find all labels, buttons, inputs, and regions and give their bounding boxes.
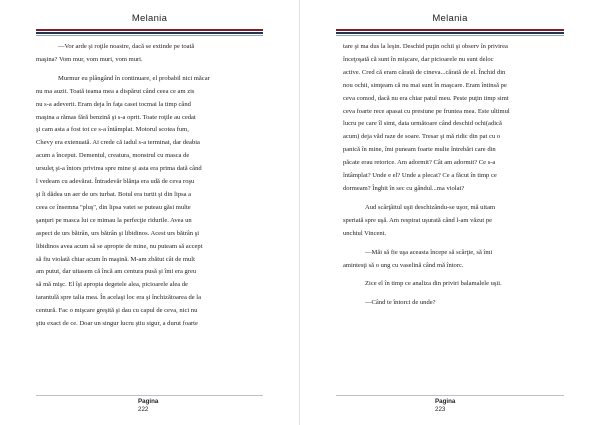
text-line: aspect de urs bătrân, urs bătrân şi libidinos. Acest urs bătrân şi <box>36 229 200 237</box>
header-rule-red <box>336 29 564 31</box>
text-line: păcate erau retorice. Am adormit? Cât am adormit? Ce s-a <box>343 159 496 167</box>
text-line: tare şi ma dus la leşin. Deschid puţin ochii şi observ în privirea <box>343 43 508 50</box>
header-rule-navy <box>36 32 263 34</box>
text-line: maşina a rămas fără benzină şi s-a oprit. Toate roţile au cedat <box>36 113 196 121</box>
text-line: şi îi dădea un aer de urs turbat. Botul era turtit şi din lipsa a <box>36 190 192 198</box>
text-line: dormeam? Înghit în sec cu gândul...ma violat? <box>343 184 465 192</box>
right-page <box>300 0 600 425</box>
text-line: libidinos avea acum să se apropie de mine, nu puteam să accept <box>36 242 203 250</box>
page-footer <box>138 398 198 414</box>
text-line: l vedeam cu adevărat. Întradevăr blănţa era udă de ceva roşu <box>36 178 195 186</box>
text-line: active. Cred că eram cărată de cineva...cărată de el. Închid din <box>343 68 506 76</box>
text-line: ceea ce însemna ''pluş'', din lipsa vatei se puteau găsi multe <box>36 203 191 211</box>
text-line: ceva foarte rece apasat cu presiune pe fruntea mea. Este ultimul <box>343 107 510 115</box>
footer-rule <box>336 395 564 396</box>
text-line: înceţoşată că sunt în mişcare, dar picioarele nu sunt deloc <box>343 55 494 63</box>
text-line: ceva comod, dacă nu era chiar patul meu. Peste puţin timp simt <box>343 94 509 102</box>
footer-rule <box>36 395 263 396</box>
page-header-title: Melania <box>432 13 468 24</box>
text-line: lucru pe care îl simt, data următoare când deschid ochi(adică <box>343 120 502 128</box>
header-rule-grey <box>336 35 564 36</box>
text-line: nu ma auzit. Toată teama mea a dispărut când ceea ce am zis <box>36 87 195 95</box>
paragraph <box>343 41 579 196</box>
paragraph <box>343 202 579 241</box>
header-rule-grey <box>36 35 263 36</box>
text-line: centură. Fac o mişcare greşită şi dau cu capul de ceva, nici nu <box>36 307 198 315</box>
text-line: amintesţi să o ung cu vaselină când mă întorc. <box>343 261 464 269</box>
page-footer <box>435 398 495 414</box>
page-header-title: Melania <box>131 13 168 24</box>
page-number: 223 <box>435 406 446 413</box>
page-number: 222 <box>138 406 149 413</box>
page-body-text <box>36 41 274 331</box>
header-rule-navy <box>336 32 564 34</box>
text-line: unchiul Vincent. <box>343 229 387 237</box>
text-line: să fiu violată chiar acum în maşină. M-am zbătut cât de mult <box>36 255 195 263</box>
text-line: întâmplat? Unde e el? Unde a plecat? Ce a făcut în timp ce <box>343 172 497 180</box>
text-line: Murmur eu plângând în continuare, el probabil nici măcar <box>58 74 210 82</box>
text-line: am putut, dar uitasem că încă am centura pusă şi îmi era greu <box>36 268 197 276</box>
footer-label: Pagina <box>138 398 159 405</box>
text-line: şi cam asta a fost tot ce s-a întâmplat. Motorul scotea fum, <box>36 126 189 134</box>
text-line: ştiu exact de ce. Doar un singur lucru ştiu sigur, a durut foarte <box>36 320 198 328</box>
paragraph <box>343 278 579 291</box>
text-line: să mă mişc. El îşi apropia degetele alea, picioarele alea de <box>36 281 188 289</box>
text-line: panică în mine, îmi puneam foarte multe întrebări care din <box>343 146 496 154</box>
text-line: tarantulă spre talia mea. În acelaşi loc era şi închizătoarea de la <box>36 294 202 302</box>
text-line: Chevy era extenuată. Ai crede că iadul s-a terminat, dar deabia <box>36 139 200 147</box>
paragraph <box>343 297 579 310</box>
text-line: speriată spre uşă. Am respirat uşurată când l-am văzut pe <box>343 216 493 224</box>
page-body-text <box>343 41 579 310</box>
text-line: nu s-a adeverit. Eram deja în faţa casei tocmai la timp când <box>36 100 191 108</box>
text-line: —Măi să fie uşa aceasta începe să scârţie, să îmi <box>365 248 493 256</box>
text-line: acum) deja văd raze de soare. Tresar şi mă ridic din pat cu o <box>343 133 501 141</box>
text-line: maşina? Vom mur, vom muri, vom muri. <box>36 55 143 63</box>
text-line: acum a început. Dementul, creatura, monstrul cu masca de <box>36 152 190 160</box>
paragraph <box>36 73 274 331</box>
text-line: Aud scârţâitul uşii deschizându-se uşor, mă uitam <box>365 203 496 211</box>
text-line: ursuleţ şi-a întors privirea spre mine şi asta era prima dată când <box>36 165 202 173</box>
text-line: nou ochii, simţeam că nu mai sunt în maşcare. Eram întinsă pe <box>343 81 507 89</box>
paragraph <box>343 247 579 273</box>
footer-label: Pagina <box>435 398 456 405</box>
paragraph <box>36 41 274 67</box>
text-line: —Vor arde şi roţile noastre, dacă se extinde pe toată <box>58 43 195 50</box>
text-line: şanţuri pe masca lui ce mimau la perfecţie ridurile. Avea un <box>36 216 192 224</box>
text-line: Zice el în timp ce analiza din priviri balamalele uşii. <box>365 280 502 288</box>
header-rule-red <box>36 29 263 31</box>
text-line: —Când te întorci de unde? <box>365 299 436 307</box>
